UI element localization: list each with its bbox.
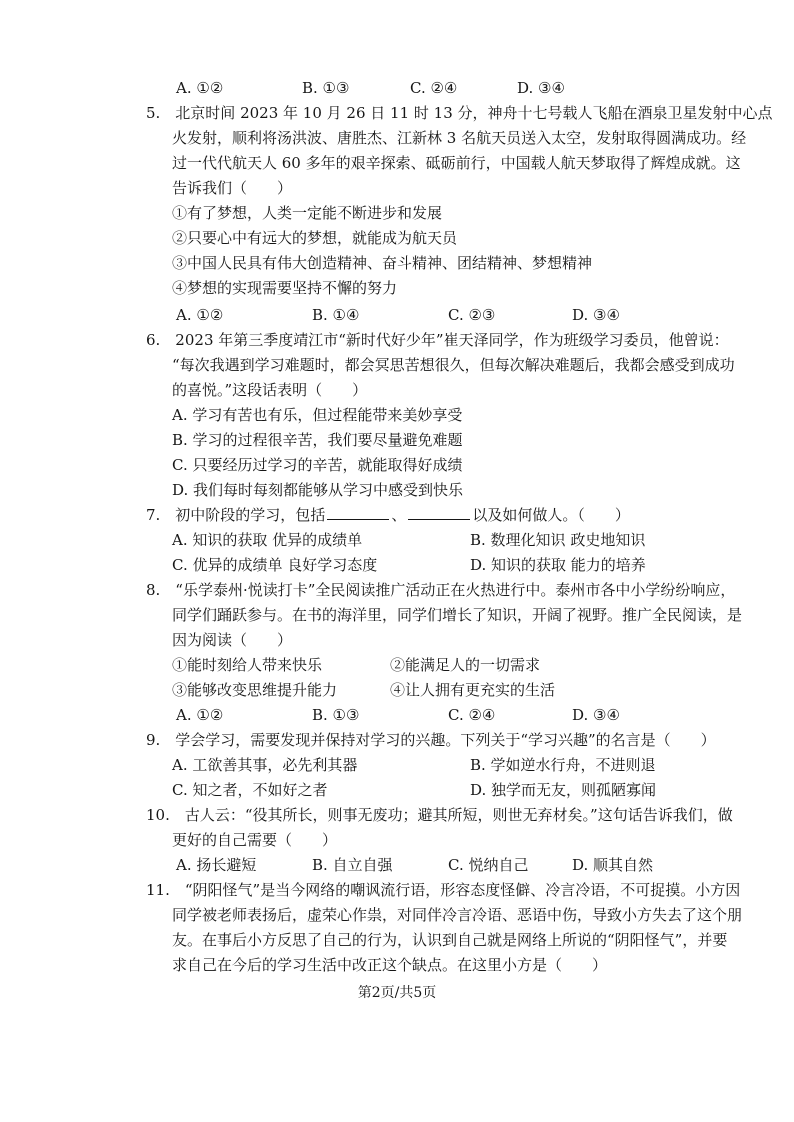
q8-option-d: D. ③④	[572, 706, 620, 724]
page-number-footer: 第2页/共5页	[357, 985, 437, 1001]
q4-option-d: D. ③④	[517, 79, 565, 97]
q8-statement: ③能够改变思维提升能力	[172, 681, 338, 699]
q6-option-a: A. 学习有苦也有乐，但过程能带来美妙享受	[172, 406, 463, 424]
q7-answer-blank	[408, 505, 470, 520]
q9-option-d: D. 独学而无友，则孤陋寡闻	[470, 781, 657, 799]
q7-option-c: C. 优异的成绩单 良好学习态度	[172, 556, 378, 574]
q7-stem-suffix: 以及如何做人。（ ）	[472, 506, 630, 524]
q8-stem-line: 8. “乐学泰州·悦读打卡”全民阅读推广活动正在火热进行中。泰州市各中小学纷纷响应，	[146, 581, 736, 599]
q10-option-d: D. 顺其自然	[572, 856, 654, 874]
q8-statement: ②能满足人的一切需求	[390, 656, 541, 674]
q7-option-d: D. 知识的获取 能力的培养	[470, 556, 646, 574]
q8-option-b: B. ①③	[312, 706, 360, 724]
q10-stem-line: 更好的自己需要（ ）	[172, 831, 338, 849]
q8-option-c: C. ②④	[448, 706, 496, 724]
q7-option-a: A. 知识的获取 优异的成绩单	[172, 531, 363, 549]
q10-stem-line: 10. 古人云：“役其所长，则事无废功；避其所短，则世无弃材矣。”这句话告诉我们，做	[146, 806, 733, 824]
q11-stem-line: 友。在事后小方反思了自己的行为，认识到自己就是网络上所说的“阴阳怪气”，并要	[172, 931, 728, 949]
q6-option-d: D. 我们每时每刻都能够从学习中感受到快乐	[172, 481, 464, 499]
q6-option-c: C. 只要经历过学习的辛苦，就能取得好成绩	[172, 456, 463, 474]
q9-option-c: C. 知之者，不如好之者	[172, 781, 328, 799]
q9-option-b: B. 学如逆水行舟，不进则退	[470, 756, 656, 774]
q7-answer-blank	[327, 505, 389, 520]
q8-statement: ④让人拥有更充实的生活	[390, 681, 556, 699]
q9-option-a: A. 工欲善其事，必先利其器	[172, 756, 358, 774]
q5-statement: ④梦想的实现需要坚持不懈的努力	[172, 279, 398, 297]
q5-option-a: A. ①②	[176, 306, 224, 324]
q5-stem-line: 火发射，顺利将汤洪波、唐胜杰、江新林 3 名航天员送入太空，发射取得圆满成功。经	[172, 129, 747, 147]
q5-statement: ②只要心中有远大的梦想，就能成为航天员	[172, 229, 458, 247]
q11-stem-line: 求自己在今后的学习生活中改正这个缺点。在这里小方是（ ）	[172, 956, 608, 974]
q11-stem-line: 11. “阴阳怪气”是当今网络的嘲讽流行语，形容态度怪僻、冷言冷语，不可捉摸。小方因	[146, 881, 741, 899]
q6-stem-line: 6. 2023 年第三季度靖江市“新时代好少年”崔天泽同学，作为班级学习委员，他曾说：	[146, 331, 729, 349]
q5-statement: ①有了梦想，人类一定能不断进步和发展	[172, 204, 443, 222]
q4-option-a: A. ①②	[176, 79, 224, 97]
q6-stem-line: 的喜悦。”这段话表明（ ）	[172, 381, 368, 399]
q8-stem-line: 因为阅读（ ）	[172, 631, 293, 649]
q5-option-c: C. ②③	[448, 306, 496, 324]
q8-option-a: A. ①②	[176, 706, 224, 724]
q5-stem-line: 过一代代航天人 60 多年的艰辛探索、砥砺前行，中国载人航天梦取得了辉煌成就。这	[172, 154, 741, 172]
q7-stem-separator: 、	[391, 506, 407, 524]
q9-stem-line: 9. 学会学习，需要发现并保持对学习的兴趣。下列关于“学习兴趣”的名言是（ ）	[146, 731, 716, 749]
q8-statement: ①能时刻给人带来快乐	[172, 656, 323, 674]
q10-option-b: B. 自立自强	[312, 856, 393, 874]
q4-option-b: B. ①③	[302, 79, 350, 97]
q4-option-c: C. ②④	[410, 79, 458, 97]
q8-stem-line: 同学们踊跃参与。在书的海洋里，同学们增长了知识，开阔了视野。推广全民阅读，是	[172, 606, 743, 624]
q10-option-a: A. 扬长避短	[176, 856, 257, 874]
q5-stem-line: 5. 北京时间 2023 年 10 月 26 日 11 时 13 分，神舟十七号载人飞船在酒泉卫星发射中心点	[146, 104, 773, 122]
q5-option-d: D. ③④	[572, 306, 620, 324]
q5-option-b: B. ①④	[312, 306, 360, 324]
q5-stem-line: 告诉我们（ ）	[172, 179, 293, 197]
q10-option-c: C. 悦纳自己	[448, 856, 529, 874]
q5-statement: ③中国人民具有伟大创造精神、奋斗精神、团结精神、梦想精神	[172, 254, 593, 272]
q11-stem-line: 同学被老师表扬后，虚荣心作祟，对同伴冷言冷语、恶语中伤，导致小方失去了这个朋	[172, 906, 743, 924]
q7-stem-prefix: 7. 初中阶段的学习，包括	[146, 506, 326, 524]
q6-option-b: B. 学习的过程很辛苦，我们要尽量避免难题	[172, 431, 463, 449]
q7-option-b: B. 数理化知识 政史地知识	[470, 531, 646, 549]
q7-stem	[146, 505, 630, 525]
q6-stem-line: “每次我遇到学习难题时，都会冥思苦想很久，但每次解决难题后，我都会感受到成功	[172, 356, 735, 374]
